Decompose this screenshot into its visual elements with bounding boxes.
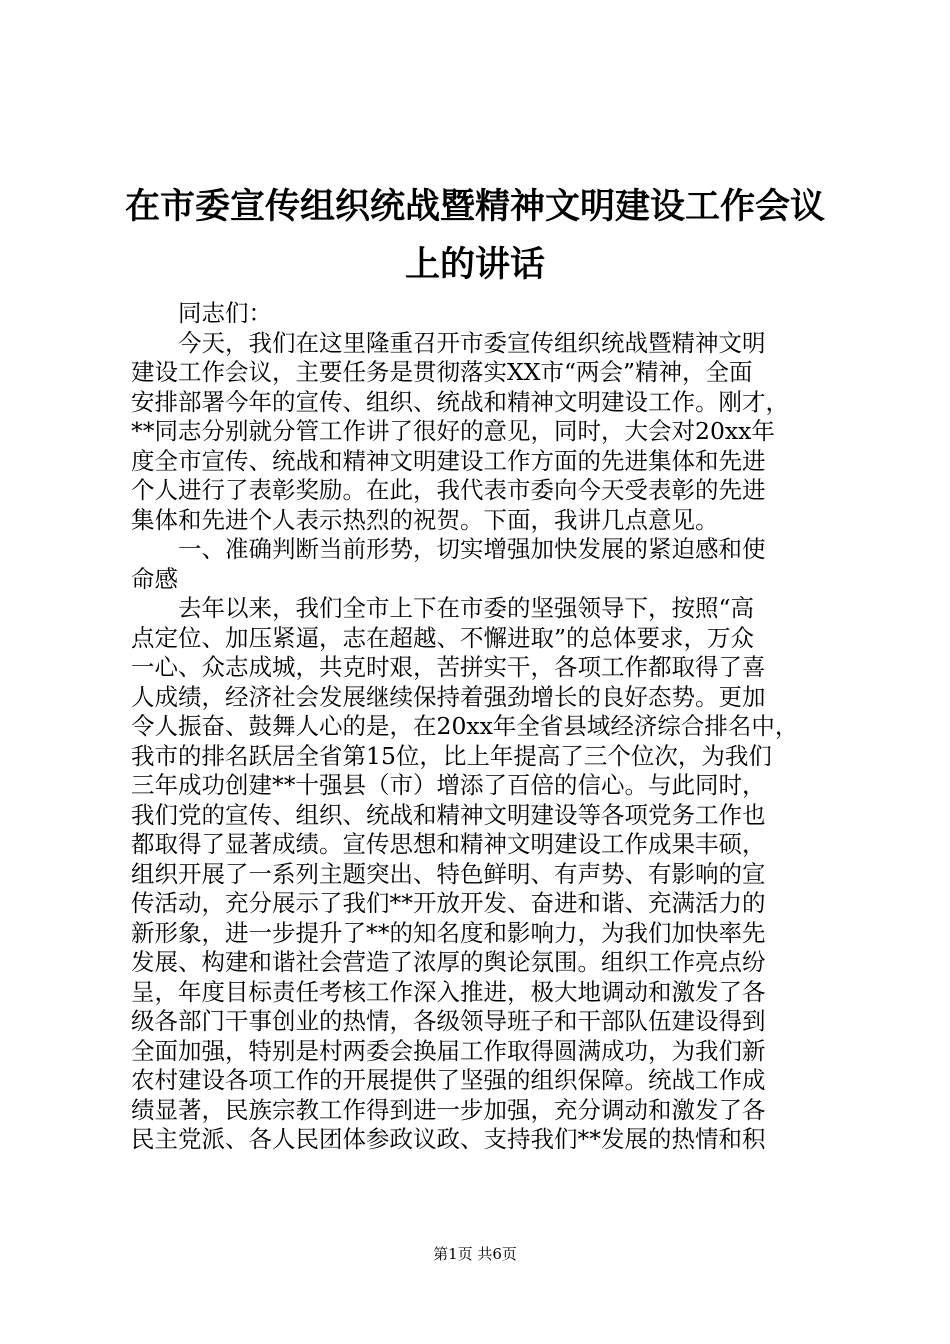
- page-footer: 第1页 共6页: [433, 1245, 517, 1263]
- paragraph-line: 个人进行了表彰奖励。在此，我代表市委向今天受表彰的先进: [131, 476, 766, 504]
- paragraph-line: 我们党的宣传、组织、统战和精神文明建设等各项党务工作也: [131, 800, 766, 829]
- paragraph-line: 今天，我们在这里隆重召开市委宣传组织统战暨精神文明: [178, 328, 766, 357]
- paragraph-line: 令人振奋、鼓舞人心的是，在20xx年全省县域经济综合排名中，: [131, 712, 799, 740]
- paragraph-line: 发展、构建和谐社会营造了浓厚的舆论氛围。组织工作亮点纷: [131, 948, 766, 976]
- document-title-line-1: 在市委宣传组织统战暨精神文明建设工作会议: [124, 186, 825, 227]
- paragraph-line: 绩显著，民族宗教工作得到进一步加强，充分调动和激发了各: [131, 1095, 766, 1124]
- paragraph-line: 集体和先进个人表示热烈的祝贺。下面，我讲几点意见。: [131, 505, 719, 534]
- paragraph-line: 我市的排名跃居全省第15位，比上年提高了三个位次，为我们: [131, 741, 772, 770]
- paragraph-line: 民主党派、各人民团体参政议政、支持我们**发展的热情和积: [131, 1125, 766, 1153]
- paragraph-line: 三年成功创建**十强县（市）增添了百倍的信心。与此同时，: [131, 771, 766, 799]
- salutation: 同志们：: [178, 299, 272, 327]
- document-title-line-2: 上的讲话: [404, 244, 545, 285]
- paragraph-line: 全面加强，特别是村两委会换届工作取得圆满成功，为我们新: [131, 1036, 766, 1065]
- paragraph-line: 一心、众志成城，共克时艰，苦拼实干，各项工作都取得了喜: [131, 653, 766, 681]
- paragraph-line: 点定位、加压紧逼，志在超越、不懈进取”的总体要求，万众: [131, 623, 755, 652]
- paragraph-line: 人成绩，经济社会发展继续保持着强劲增长的良好态势。更加: [131, 682, 766, 711]
- paragraph-line: 传活动，充分展示了我们**开放开发、奋进和谐、充满活力的: [131, 889, 766, 917]
- paragraph-line: 建设工作会议，主要任务是贯彻落实XX市“两会”精神，全面: [131, 358, 753, 386]
- paragraph-line: 组织开展了一系列主题突出、特色鲜明、有声势、有影响的宣: [131, 859, 766, 888]
- paragraph-line: 安排部署今年的宣传、组织、统战和精神文明建设工作。刚才，: [131, 387, 789, 416]
- paragraph-line: 农村建设各项工作的开展提供了坚强的组织保障。统战工作成: [131, 1066, 766, 1094]
- section-heading: 命感: [131, 564, 178, 593]
- paragraph-line: 去年以来，我们全市上下在市委的坚强领导下，按照“高: [178, 594, 755, 622]
- paragraph-line: 新形象，进一步提升了**的知名度和影响力，为我们加快率先: [131, 918, 766, 947]
- section-heading: 一、准确判断当前形势，切实增强加快发展的紧迫感和使: [178, 535, 766, 563]
- paragraph-line: 都取得了显著成绩。宣传思想和精神文明建设工作成果丰硕，: [131, 830, 766, 858]
- paragraph-line: 度全市宣传、统战和精神文明建设工作方面的先进集体和先进: [131, 446, 766, 475]
- paragraph-line: 呈，年度目标责任考核工作深入推进，极大地调动和激发了各: [131, 977, 766, 1006]
- paragraph-line: **同志分别就分管工作讲了很好的意见，同时，大会对20xx年: [131, 417, 775, 445]
- paragraph-line: 级各部门干事创业的热情，各级领导班子和干部队伍建设得到: [131, 1007, 766, 1035]
- document-body: [131, 299, 831, 1155]
